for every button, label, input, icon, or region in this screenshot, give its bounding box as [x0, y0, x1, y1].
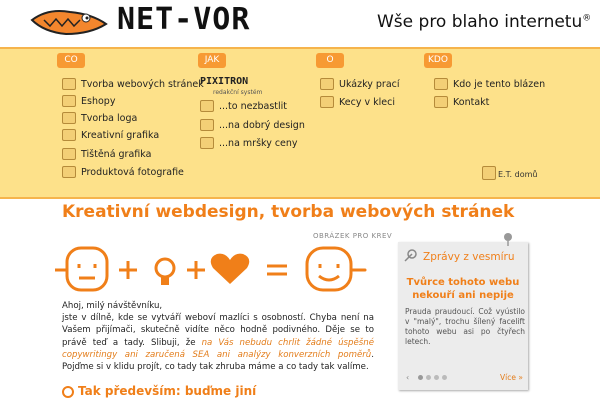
slogan-text: Wše pro blaho internetu [377, 12, 583, 32]
nav-item-ukazky[interactable] [320, 78, 400, 90]
home-icon [482, 166, 496, 180]
design-icon [200, 119, 214, 131]
nav-item-label: Tištěná grafika [81, 148, 152, 160]
nav-item-logo[interactable] [62, 112, 137, 124]
widget-text: Prauda praudoucí. Což vyústilo v "malý", trochu šílený facelift tohoto webu asi po čtyřech letech. [405, 307, 525, 346]
rocket-icon [62, 386, 74, 398]
logo-creature-icon[interactable] [30, 4, 110, 40]
formula-label: OBRÁZEK PRO KREV [313, 232, 393, 240]
cart-icon [62, 95, 76, 107]
page-title: Kreativní webdesign, tvorba webových stránek [62, 202, 515, 222]
nav-item-label: Tvorba loga [81, 112, 138, 124]
price-icon [200, 137, 214, 149]
monitor-icon [62, 78, 76, 90]
pixitron-sub: redakční systém [213, 89, 263, 96]
tab-co[interactable]: CO [57, 53, 85, 68]
brand-name[interactable]: NET-VOR [117, 2, 251, 37]
nav-item-label: Kdo je tento blázen [453, 78, 546, 90]
intro-text-end: . Pojďme si v klidu projít, co tady tak zhruba máme a co tady tak valíme. [62, 349, 374, 373]
nav-item-kdo[interactable] [434, 78, 545, 90]
nav-item-label: ...to nezbastlit [219, 100, 287, 112]
pencil-icon [200, 100, 214, 112]
bulb-icon [62, 129, 76, 141]
nav-item-jak-3[interactable] [200, 137, 298, 149]
intro-text: jste v dílně, kde se vytváří weboví mazlíci s osobností. Chyba není na Vašem přijímači, skutečně vidíte něco hodně podivného. Děje se to právě teď a tady. Slibuji, že [62, 313, 374, 348]
nav-item-tisk[interactable] [62, 148, 151, 160]
satellite-icon [403, 245, 421, 263]
tab-o[interactable]: O [316, 53, 344, 68]
greeting: Ahoj, milý návštěvníku, [62, 301, 163, 311]
widget-title: Zprávy z vesmíru [423, 251, 515, 263]
nav-item-label: Kreativní grafika [81, 129, 160, 141]
slogan [377, 12, 591, 32]
slogan-sup: ® [582, 13, 592, 24]
nav-item-jak-2[interactable] [200, 119, 305, 131]
section-subtitle [62, 384, 256, 398]
tab-jak[interactable]: JAK [198, 53, 226, 68]
nav-item-label: Eshopy [81, 95, 116, 107]
nav-item-label: Produktová fotografie [81, 166, 184, 178]
nav-item-grafika[interactable] [62, 129, 159, 141]
nav-item-label: Kontakt [453, 96, 490, 108]
prev-arrow-icon[interactable]: ‹ [406, 373, 410, 382]
nav-item-label: Ukázky prací [339, 78, 400, 90]
nav-item-label: Kecy v kleci [339, 96, 395, 108]
nav-item-label: ...na dobrý design [219, 119, 305, 131]
chat-icon [320, 96, 334, 108]
camera-icon [62, 166, 76, 178]
pin-icon [500, 232, 516, 246]
logo-icon [62, 112, 76, 124]
nav-item-jak-1[interactable] [200, 100, 287, 112]
nav-item-kecy[interactable] [320, 96, 395, 108]
nav-item-eshopy[interactable] [62, 95, 115, 107]
nav-item-foto[interactable] [62, 166, 184, 178]
slider-dot[interactable] [426, 375, 431, 380]
person-icon [434, 78, 448, 90]
nav-item-kontakt[interactable] [434, 96, 489, 108]
envelope-icon [434, 96, 448, 108]
tab-kdo[interactable]: KDO [424, 53, 452, 68]
nav-item-web[interactable] [62, 78, 204, 90]
print-icon [62, 148, 76, 160]
formula-illustration [55, 240, 385, 296]
widget-headline[interactable]: Tvůrce tohoto webu nekouří ani nepije [406, 277, 520, 301]
pixitron-logo[interactable]: PIXITRON [200, 76, 249, 87]
folder-icon [320, 78, 334, 90]
more-link[interactable]: Více » [500, 373, 523, 382]
nav-item-label: Tvorba webových stránek [81, 78, 204, 90]
slider-dot[interactable] [418, 375, 423, 380]
slider-dot[interactable] [442, 375, 447, 380]
nav-item-label: ...na mršky ceny [219, 137, 298, 149]
subtitle-text: Tak především: buďme jiní [78, 384, 257, 398]
slider-dot[interactable] [434, 375, 439, 380]
intro-italic-link[interactable]: na Vás nebudu chrlit žádné úspěšné copywritingy ani zaručená SEA ani analýzy konverzních poměrů [62, 337, 374, 360]
intro-paragraph [62, 300, 374, 373]
et-home-link[interactable]: E.T. domů [498, 170, 538, 179]
